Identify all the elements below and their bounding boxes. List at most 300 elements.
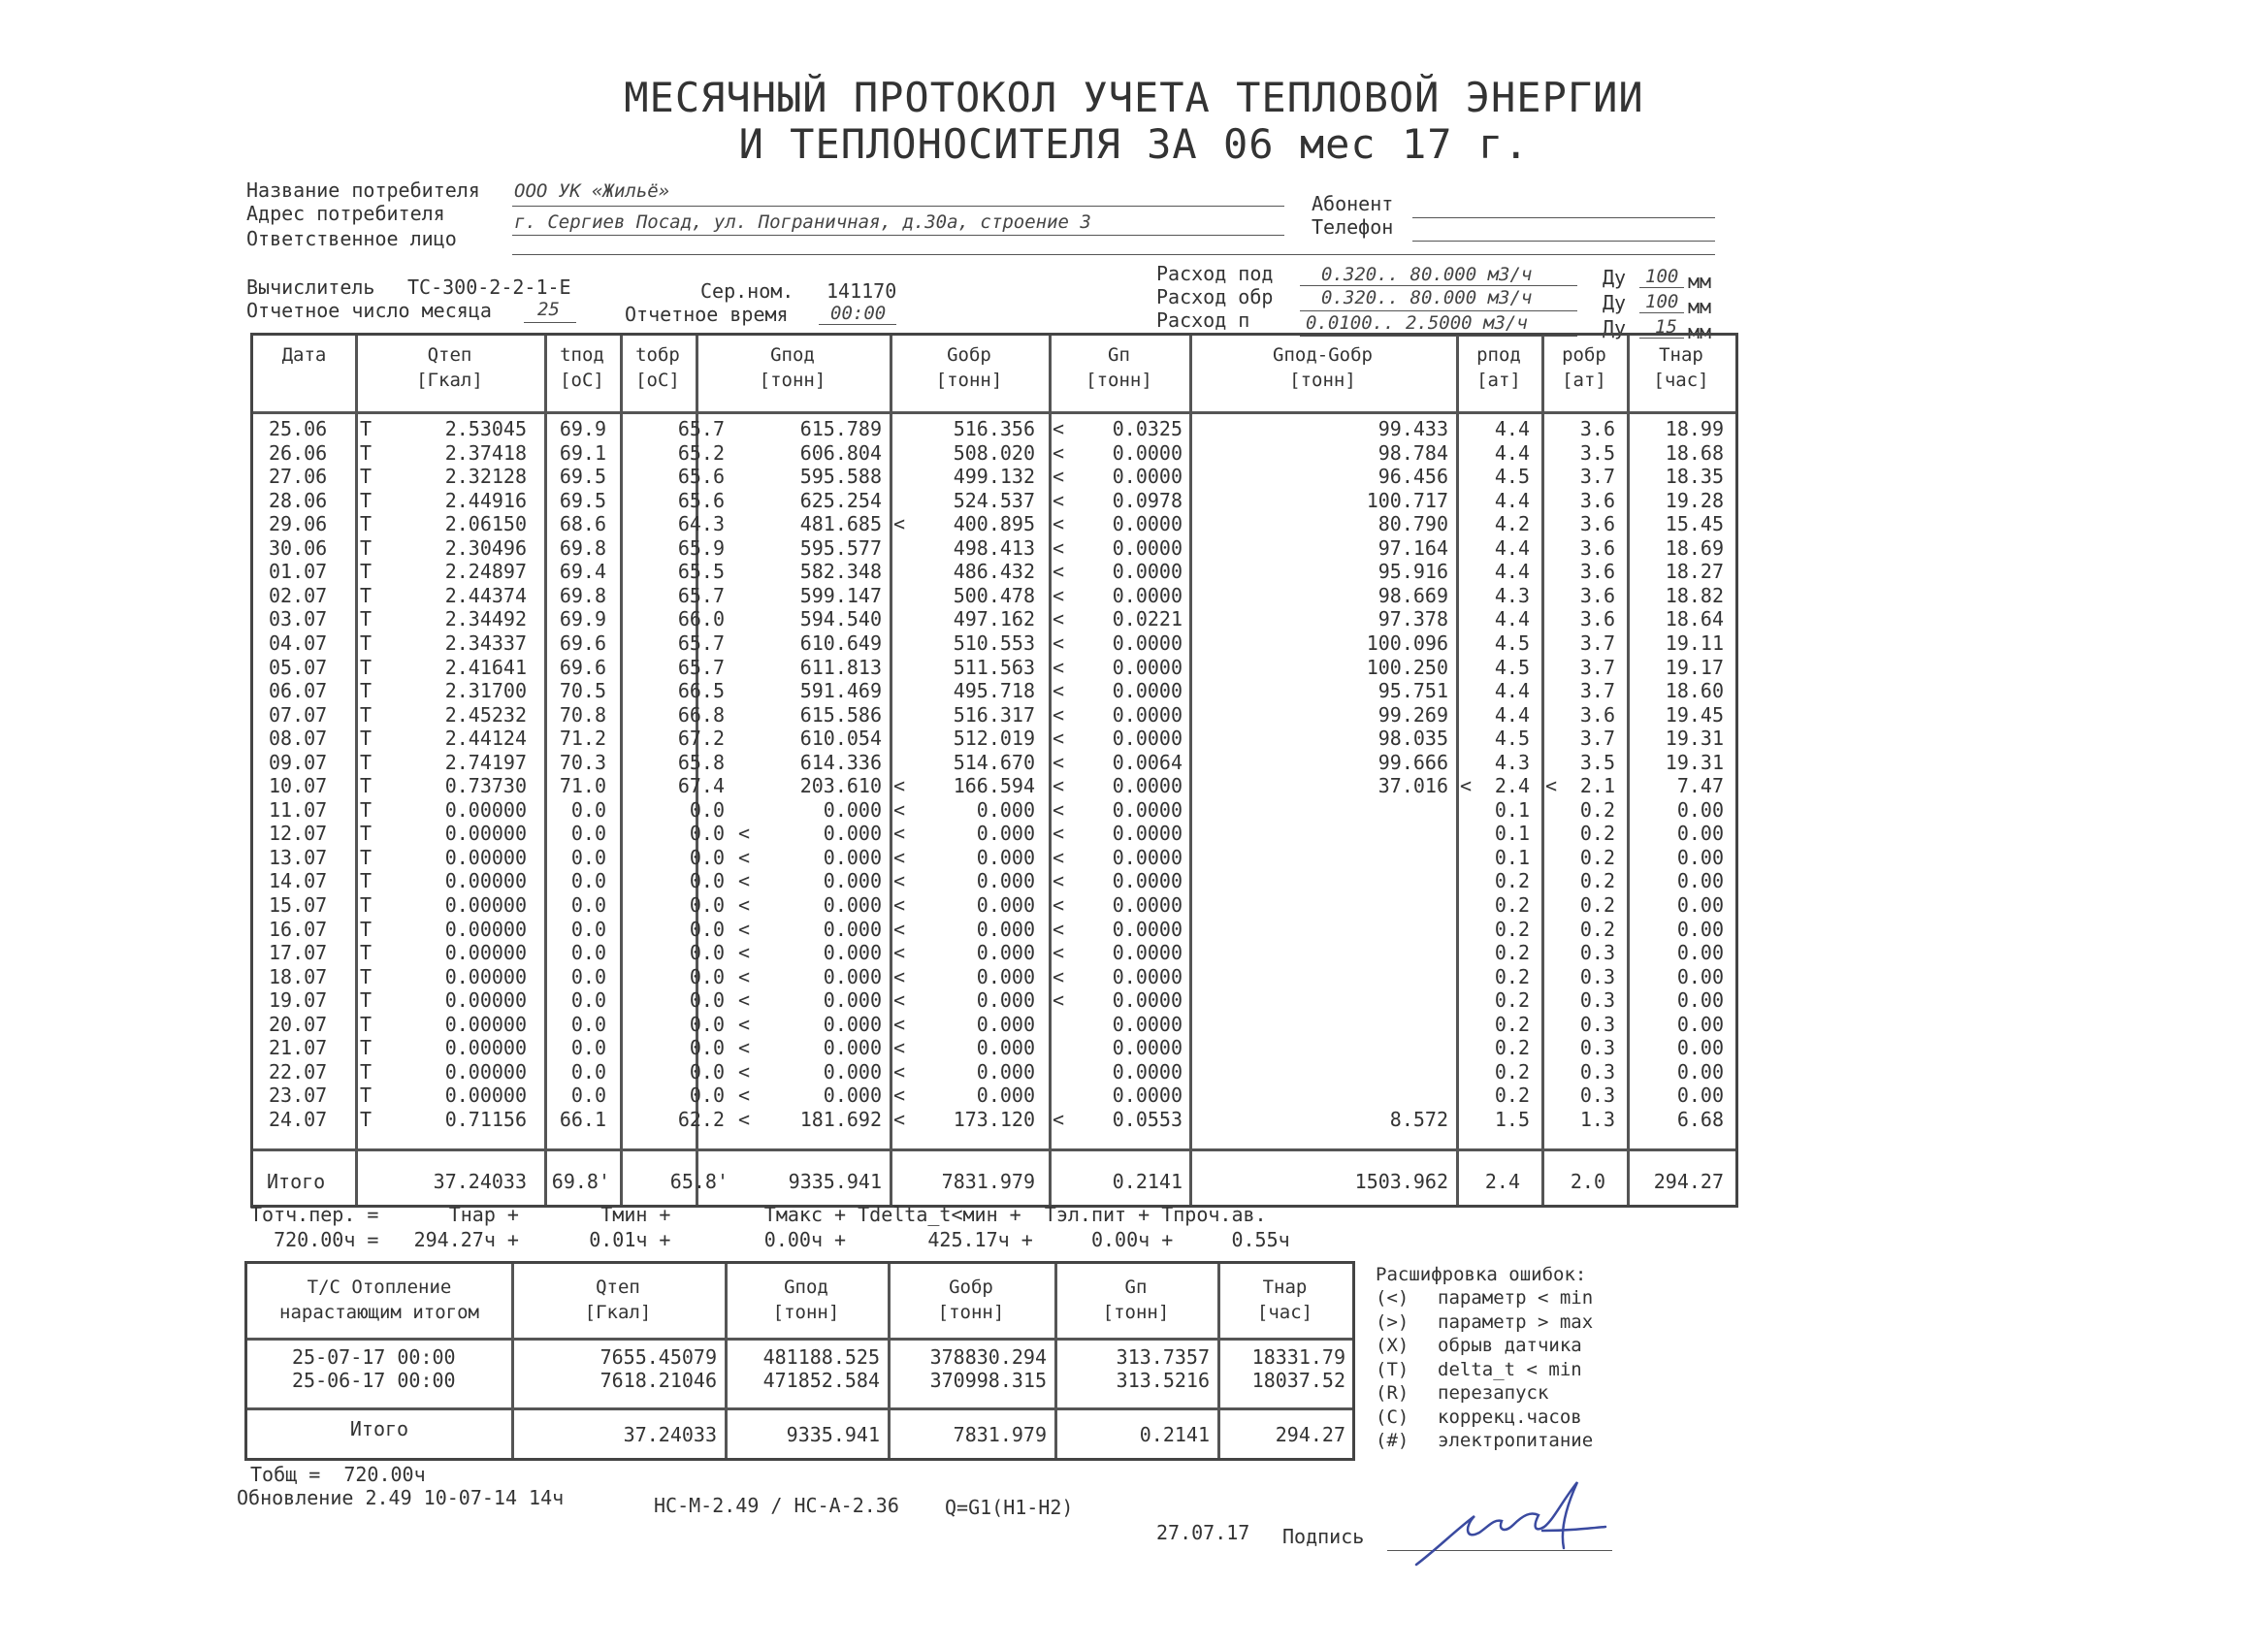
header-gn-unit: [тонн] bbox=[1085, 370, 1152, 391]
total-divider bbox=[253, 1148, 1735, 1151]
cum-header-gn-unit: [тонн] bbox=[1102, 1302, 1170, 1323]
update-info: Обновление 2.49 10-07-14 14ч bbox=[237, 1486, 565, 1509]
cell-gp-flag: < bbox=[1053, 941, 1065, 965]
cell-ppod: 0.2 bbox=[1494, 1083, 1530, 1108]
cell-tobr: 67.4 bbox=[677, 774, 725, 798]
cell-flag: T bbox=[360, 702, 373, 727]
legend-text: перезапуск bbox=[1438, 1382, 1549, 1404]
flow-supply-label: Расход под bbox=[1156, 262, 1274, 285]
cum-header-label-unit: нарастающим итогом bbox=[279, 1302, 479, 1323]
cell-qtep: 0.71156 bbox=[444, 1107, 527, 1131]
table-row bbox=[253, 988, 1735, 1012]
cell-gp-flag: < bbox=[1053, 774, 1065, 798]
cell-flag: T bbox=[360, 535, 373, 560]
cell-flag: T bbox=[360, 822, 373, 846]
cell-gobr: 173.120 bbox=[953, 1107, 1035, 1131]
cum-qtep: 7655.45079 bbox=[599, 1345, 717, 1369]
cell-gobr: 0.000 bbox=[976, 964, 1035, 988]
cell-gobr-flag: < bbox=[893, 1012, 906, 1036]
cell-tnar: 0.00 bbox=[1676, 988, 1724, 1013]
cell-gpod: 610.649 bbox=[799, 630, 882, 655]
cell-gpod-flag: < bbox=[738, 822, 751, 846]
cell-flag: T bbox=[360, 964, 373, 988]
cum-header-go: Gобр bbox=[949, 1277, 993, 1298]
cell-flag: T bbox=[360, 893, 373, 917]
cell-gpod: 606.804 bbox=[799, 440, 882, 465]
cell-diff: 98.035 bbox=[1377, 727, 1448, 751]
cell-gobr-flag: < bbox=[893, 1036, 906, 1060]
cell-date: 06.07 bbox=[269, 679, 328, 703]
calculator-label: Вычислитель bbox=[246, 275, 375, 299]
legend-text: параметр < min bbox=[1438, 1287, 1594, 1309]
cell-tobr: 66.8 bbox=[677, 702, 725, 727]
cell-ppod: 0.2 bbox=[1494, 1036, 1530, 1060]
cell-date: 30.06 bbox=[269, 535, 328, 560]
total-tpod: 69.8' bbox=[551, 1170, 610, 1193]
cell-gp: 0.0000 bbox=[1112, 702, 1183, 727]
cell-gp: 0.0000 bbox=[1112, 822, 1183, 846]
header-diff: Gпод-Gобр bbox=[1273, 344, 1373, 366]
table-row bbox=[253, 727, 1735, 750]
cell-tobr: 65.5 bbox=[677, 560, 725, 584]
total-gobr: 7831.979 bbox=[941, 1170, 1035, 1193]
cell-date: 29.06 bbox=[269, 512, 328, 536]
cell-tpod: 69.5 bbox=[559, 465, 606, 489]
header-go-unit: [тонн] bbox=[935, 370, 1003, 391]
header-po: pобр bbox=[1562, 344, 1606, 366]
consumer-underline bbox=[512, 206, 1284, 207]
cell-gp: 0.0000 bbox=[1112, 583, 1183, 607]
cell-gpod: 181.692 bbox=[799, 1107, 882, 1131]
cell-ppod: 4.4 bbox=[1494, 679, 1530, 703]
cell-gobr-flag: < bbox=[893, 797, 906, 822]
cell-gpod: 0.000 bbox=[823, 1059, 882, 1083]
cell-ppod: 4.4 bbox=[1494, 488, 1530, 512]
cell-flag: T bbox=[360, 727, 373, 751]
cell-flag: T bbox=[360, 630, 373, 655]
cell-pobr: 0.2 bbox=[1579, 845, 1615, 869]
cell-tobr: 0.0 bbox=[689, 941, 725, 965]
cell-pobr: 2.1 bbox=[1579, 774, 1615, 798]
cell-gobr: 0.000 bbox=[976, 1059, 1035, 1083]
cell-gpod: 615.789 bbox=[799, 417, 882, 440]
cell-gp-flag: < bbox=[1053, 679, 1065, 703]
report-time-label: Отчетное время bbox=[625, 303, 789, 326]
cell-gobr-flag: < bbox=[893, 1107, 906, 1131]
cell-gpod-flag: < bbox=[738, 917, 751, 941]
table-row bbox=[253, 893, 1735, 917]
cell-flag: T bbox=[360, 488, 373, 512]
cell-gpod: 614.336 bbox=[799, 750, 882, 774]
cell-gp: 0.0000 bbox=[1112, 630, 1183, 655]
cell-tnar: 0.00 bbox=[1676, 845, 1724, 869]
total-qtep: 37.24033 bbox=[433, 1170, 527, 1193]
table-row bbox=[253, 607, 1735, 630]
cell-tobr: 65.7 bbox=[677, 417, 725, 440]
cell-date: 02.07 bbox=[269, 583, 328, 607]
cell-gp-flag: < bbox=[1053, 655, 1065, 679]
cell-qtep: 0.00000 bbox=[444, 893, 527, 917]
header-divider bbox=[253, 411, 1735, 414]
cell-tnar: 15.45 bbox=[1665, 512, 1724, 536]
header-tn-unit: [час] bbox=[1653, 370, 1709, 391]
cum-header-go-unit: [тонн] bbox=[937, 1302, 1005, 1323]
table-row bbox=[253, 751, 1735, 774]
cell-flag: T bbox=[360, 1059, 373, 1083]
legend-code: (<) bbox=[1376, 1287, 1409, 1309]
cell-date: 19.07 bbox=[269, 988, 328, 1013]
error-legend-title: Расшифровка ошибок: bbox=[1376, 1264, 1587, 1285]
cell-tpod: 71.2 bbox=[559, 727, 606, 751]
cell-gobr-flag: < bbox=[893, 964, 906, 988]
header-tn: Tнар bbox=[1659, 344, 1703, 366]
cell-date: 18.07 bbox=[269, 964, 328, 988]
cell-tobr: 65.8 bbox=[677, 750, 725, 774]
table-row bbox=[253, 822, 1735, 845]
total-label: Итого bbox=[267, 1170, 326, 1193]
cell-qtep: 2.44374 bbox=[444, 583, 527, 607]
cell-gp: 0.0000 bbox=[1112, 512, 1183, 536]
total-divider bbox=[247, 1407, 1352, 1410]
cell-qtep: 2.34337 bbox=[444, 630, 527, 655]
table-row bbox=[253, 846, 1735, 869]
cell-qtep: 0.00000 bbox=[444, 797, 527, 822]
address-underline bbox=[512, 235, 1284, 236]
consumer-label: Название потребителя bbox=[246, 178, 480, 202]
cell-date: 10.07 bbox=[269, 774, 328, 798]
cell-gp: 0.0325 bbox=[1112, 417, 1183, 440]
cell-gp: 0.0221 bbox=[1112, 607, 1183, 631]
cell-date: 07.07 bbox=[269, 702, 328, 727]
cell-diff: 95.916 bbox=[1377, 560, 1448, 584]
cum-header-gp: Gпод bbox=[784, 1277, 828, 1298]
table-row bbox=[253, 512, 1735, 535]
serial-label: Сер.ном. bbox=[700, 279, 794, 303]
cell-pobr: 0.3 bbox=[1579, 1083, 1615, 1108]
cell-tpod: 0.0 bbox=[570, 1059, 606, 1083]
cell-ppod: 4.4 bbox=[1494, 702, 1530, 727]
cell-flag: T bbox=[360, 774, 373, 798]
cell-gobr: 166.594 bbox=[953, 774, 1035, 798]
cell-ppod: 2.4 bbox=[1494, 774, 1530, 798]
header-pp: pпод bbox=[1476, 344, 1521, 366]
cell-flag: T bbox=[360, 512, 373, 536]
cell-tobr: 0.0 bbox=[689, 845, 725, 869]
cell-gobr-flag: < bbox=[893, 1083, 906, 1108]
cell-gp-flag: < bbox=[1053, 869, 1065, 893]
header-diff-unit: [тонн] bbox=[1289, 370, 1356, 391]
cell-pobr: 3.5 bbox=[1579, 750, 1615, 774]
cell-gp-flag: < bbox=[1053, 488, 1065, 512]
cell-gp: 0.0000 bbox=[1112, 964, 1183, 988]
cell-tobr: 0.0 bbox=[689, 893, 725, 917]
legend-text: delta_t < min bbox=[1438, 1358, 1582, 1380]
cell-qtep: 2.37418 bbox=[444, 440, 527, 465]
flow-return-label: Расход обр bbox=[1156, 285, 1274, 308]
cell-date: 26.06 bbox=[269, 440, 328, 465]
cell-pobr: 3.7 bbox=[1579, 465, 1615, 489]
cell-tpod: 70.5 bbox=[559, 679, 606, 703]
cell-tobr: 66.0 bbox=[677, 607, 725, 631]
cell-qtep: 2.24897 bbox=[444, 560, 527, 584]
cell-tobr: 0.0 bbox=[689, 1012, 725, 1036]
cell-diff: 100.250 bbox=[1366, 655, 1448, 679]
report-time-value: 00:00 bbox=[830, 303, 887, 324]
cell-gpod: 0.000 bbox=[823, 964, 882, 988]
legend-text: обрыв датчика bbox=[1438, 1335, 1582, 1356]
cell-tobr: 65.7 bbox=[677, 655, 725, 679]
cell-pobr: 0.2 bbox=[1579, 869, 1615, 893]
cell-flag: T bbox=[360, 750, 373, 774]
cell-gpod: 0.000 bbox=[823, 917, 882, 941]
cell-tpod: 0.0 bbox=[570, 797, 606, 822]
cell-diff: 37.016 bbox=[1377, 774, 1448, 798]
cum-row bbox=[247, 1345, 1352, 1369]
cell-date: 14.07 bbox=[269, 869, 328, 893]
cell-diff: 98.669 bbox=[1377, 583, 1448, 607]
cell-qtep: 0.00000 bbox=[444, 917, 527, 941]
cell-tobr: 0.0 bbox=[689, 1036, 725, 1060]
cum-tnar: 18331.79 bbox=[1251, 1345, 1345, 1369]
cell-tpod: 0.0 bbox=[570, 1083, 606, 1108]
legend-text: коррекц.часов bbox=[1438, 1406, 1582, 1428]
cell-pobr: 3.6 bbox=[1579, 417, 1615, 440]
cell-tnar: 0.00 bbox=[1676, 917, 1724, 941]
cell-tnar: 0.00 bbox=[1676, 822, 1724, 846]
formula: Q=G1(H1-H2) bbox=[945, 1496, 1074, 1519]
cell-tnar: 18.35 bbox=[1665, 465, 1724, 489]
cell-ppod: 4.5 bbox=[1494, 727, 1530, 751]
cell-tnar: 0.00 bbox=[1676, 797, 1724, 822]
cell-gobr: 500.478 bbox=[953, 583, 1035, 607]
version-info: НС-М-2.49 / НС-А-2.36 bbox=[654, 1494, 899, 1517]
cell-gp: 0.0000 bbox=[1112, 1036, 1183, 1060]
cell-gp: 0.0000 bbox=[1112, 893, 1183, 917]
phone-underline bbox=[1412, 241, 1715, 242]
cell-gp: 0.0000 bbox=[1112, 1012, 1183, 1036]
cell-gp: 0.0000 bbox=[1112, 679, 1183, 703]
cell-flag: T bbox=[360, 917, 373, 941]
cell-tpod: 0.0 bbox=[570, 1036, 606, 1060]
cell-flag: T bbox=[360, 465, 373, 489]
cell-pobr: 0.2 bbox=[1579, 893, 1615, 917]
table-row bbox=[253, 536, 1735, 560]
cell-qtep: 2.74197 bbox=[444, 750, 527, 774]
table-row bbox=[253, 703, 1735, 727]
cell-tnar: 19.17 bbox=[1665, 655, 1724, 679]
cell-diff: 97.164 bbox=[1377, 535, 1448, 560]
document-title-line2: И ТЕПЛОНОСИТЕЛЯ ЗА 06 мес 17 г. bbox=[738, 120, 1530, 168]
cell-tobr: 0.0 bbox=[689, 1083, 725, 1108]
du-supply-label: Ду bbox=[1603, 266, 1627, 289]
cell-gobr: 510.553 bbox=[953, 630, 1035, 655]
cell-tpod: 0.0 bbox=[570, 964, 606, 988]
legend-code: (T) bbox=[1376, 1358, 1409, 1380]
cell-ppod: 0.2 bbox=[1494, 1059, 1530, 1083]
du-return-underline bbox=[1639, 312, 1684, 313]
cell-tnar: 0.00 bbox=[1676, 1083, 1724, 1108]
cell-gpod: 591.469 bbox=[799, 679, 882, 703]
cell-diff: 8.572 bbox=[1389, 1107, 1448, 1131]
cell-flag: T bbox=[360, 1083, 373, 1108]
cell-gpod: 594.540 bbox=[799, 607, 882, 631]
cum-header-gp-unit: [тонн] bbox=[772, 1302, 840, 1323]
cell-ppod: 4.4 bbox=[1494, 440, 1530, 465]
cell-date: 16.07 bbox=[269, 917, 328, 941]
cell-qtep: 2.44916 bbox=[444, 488, 527, 512]
cell-date: 22.07 bbox=[269, 1059, 328, 1083]
cell-ppod: 0.2 bbox=[1494, 869, 1530, 893]
cell-diff: 97.378 bbox=[1377, 607, 1448, 631]
cell-tpod: 70.8 bbox=[559, 702, 606, 727]
cell-pobr: 3.6 bbox=[1579, 560, 1615, 584]
cell-gp: 0.0000 bbox=[1112, 535, 1183, 560]
cell-ppod: 0.1 bbox=[1494, 822, 1530, 846]
handwritten-signature bbox=[1397, 1472, 1620, 1579]
cum-header-q-unit: [Гкал] bbox=[584, 1302, 652, 1323]
header-po-unit: [ат] bbox=[1562, 370, 1606, 391]
cell-qtep: 2.06150 bbox=[444, 512, 527, 536]
cum-total-gpod: 9335.941 bbox=[786, 1423, 880, 1446]
cell-date: 11.07 bbox=[269, 797, 328, 822]
cum-total-gp: 0.2141 bbox=[1139, 1423, 1210, 1446]
legend-code: (C) bbox=[1376, 1406, 1409, 1428]
cell-tnar: 19.11 bbox=[1665, 630, 1724, 655]
cell-tpod: 0.0 bbox=[570, 893, 606, 917]
cell-gp: 0.0000 bbox=[1112, 560, 1183, 584]
cell-tnar: 18.60 bbox=[1665, 679, 1724, 703]
cell-tpod: 69.9 bbox=[559, 417, 606, 440]
cell-tobr: 0.0 bbox=[689, 1059, 725, 1083]
legend-code: (R) bbox=[1376, 1382, 1409, 1404]
cell-gobr: 0.000 bbox=[976, 917, 1035, 941]
cell-ppod: 4.4 bbox=[1494, 417, 1530, 440]
cell-pobr-flag: < bbox=[1545, 774, 1558, 798]
total-pobr: 2.0 bbox=[1570, 1170, 1605, 1193]
cell-tpod: 0.0 bbox=[570, 845, 606, 869]
cell-date: 08.07 bbox=[269, 727, 328, 751]
cell-gobr: 508.020 bbox=[953, 440, 1035, 465]
cell-gp-flag: < bbox=[1053, 465, 1065, 489]
cell-flag: T bbox=[360, 1107, 373, 1131]
cell-tobr: 65.7 bbox=[677, 630, 725, 655]
report-time-underline bbox=[819, 324, 896, 325]
cell-qtep: 0.00000 bbox=[444, 941, 527, 965]
cell-date: 01.07 bbox=[269, 560, 328, 584]
total-gp: 0.2141 bbox=[1112, 1170, 1183, 1193]
cell-ppod: 4.3 bbox=[1494, 750, 1530, 774]
table-row bbox=[253, 489, 1735, 512]
cell-flag: T bbox=[360, 1036, 373, 1060]
cell-date: 13.07 bbox=[269, 845, 328, 869]
cell-tnar: 19.45 bbox=[1665, 702, 1724, 727]
cell-gp: 0.0000 bbox=[1112, 988, 1183, 1013]
cum-header-tn-unit: [час] bbox=[1256, 1302, 1313, 1323]
total-ppod: 2.4 bbox=[1484, 1170, 1520, 1193]
cell-gp-flag: < bbox=[1053, 417, 1065, 440]
print-date: 27.07.17 bbox=[1156, 1521, 1250, 1544]
cell-qtep: 2.53045 bbox=[444, 417, 527, 440]
cell-pobr: 3.7 bbox=[1579, 727, 1615, 751]
cell-gobr: 0.000 bbox=[976, 1012, 1035, 1036]
cell-gpod-flag: < bbox=[738, 1012, 751, 1036]
flow-supply-underline bbox=[1300, 285, 1577, 286]
table-row bbox=[253, 869, 1735, 892]
cell-tpod: 66.1 bbox=[559, 1107, 606, 1131]
total-row bbox=[253, 1170, 1735, 1195]
cell-gobr: 0.000 bbox=[976, 822, 1035, 846]
consumer-value: ООО УК «Жильё» bbox=[514, 180, 670, 202]
cell-pobr: 3.6 bbox=[1579, 512, 1615, 536]
total-time: Tобщ = 720.00ч bbox=[250, 1463, 426, 1486]
table-row bbox=[253, 679, 1735, 702]
cell-gp: 0.0064 bbox=[1112, 750, 1183, 774]
cell-gpod: 0.000 bbox=[823, 797, 882, 822]
cell-tobr: 66.5 bbox=[677, 679, 725, 703]
cell-flag: T bbox=[360, 988, 373, 1013]
header-to-unit: [oC] bbox=[635, 370, 680, 391]
cell-qtep: 0.00000 bbox=[444, 964, 527, 988]
cell-ppod: 4.5 bbox=[1494, 655, 1530, 679]
cell-ppod: 4.5 bbox=[1494, 630, 1530, 655]
cell-gobr: 0.000 bbox=[976, 869, 1035, 893]
cell-ppod: 0.2 bbox=[1494, 893, 1530, 917]
cell-gpod: 481.685 bbox=[799, 512, 882, 536]
cell-qtep: 2.31700 bbox=[444, 679, 527, 703]
cell-flag: T bbox=[360, 1012, 373, 1036]
cell-gobr: 0.000 bbox=[976, 988, 1035, 1013]
cell-gp-flag: < bbox=[1053, 1107, 1065, 1131]
cell-tpod: 70.3 bbox=[559, 750, 606, 774]
total-tnar: 294.27 bbox=[1653, 1170, 1724, 1193]
table-row bbox=[253, 941, 1735, 964]
cell-qtep: 2.32128 bbox=[444, 465, 527, 489]
cell-flag: T bbox=[360, 869, 373, 893]
cell-gpod-flag: < bbox=[738, 893, 751, 917]
cell-diff: 98.784 bbox=[1377, 440, 1448, 465]
cell-gobr-flag: < bbox=[893, 845, 906, 869]
cell-ppod: 0.1 bbox=[1494, 797, 1530, 822]
cum-qtep: 7618.21046 bbox=[599, 1369, 717, 1392]
cell-ppod: 0.2 bbox=[1494, 917, 1530, 941]
cum-total-gobr: 7831.979 bbox=[953, 1423, 1047, 1446]
cell-gp-flag: < bbox=[1053, 797, 1065, 822]
serial-value: 141170 bbox=[826, 279, 897, 303]
address-value: г. Сергиев Посад, ул. Пограничная, д.30а, строение 3 bbox=[514, 211, 1091, 233]
legend-text: электропитание bbox=[1438, 1430, 1594, 1451]
cell-gobr: 516.356 bbox=[953, 417, 1035, 440]
cell-gobr-flag: < bbox=[893, 869, 906, 893]
header-to: tобр bbox=[635, 344, 680, 366]
cell-date: 21.07 bbox=[269, 1036, 328, 1060]
cell-diff: 99.433 bbox=[1377, 417, 1448, 440]
cell-date: 27.06 bbox=[269, 465, 328, 489]
table-row bbox=[253, 631, 1735, 655]
cell-tobr: 0.0 bbox=[689, 797, 725, 822]
cum-gpod: 481188.525 bbox=[762, 1345, 880, 1369]
cell-qtep: 0.00000 bbox=[444, 822, 527, 846]
table-row bbox=[253, 774, 1735, 797]
cell-gpod: 0.000 bbox=[823, 893, 882, 917]
cell-diff: 80.790 bbox=[1377, 512, 1448, 536]
cell-gpod-flag: < bbox=[738, 869, 751, 893]
cell-pobr: 3.7 bbox=[1579, 679, 1615, 703]
cell-pobr: 3.7 bbox=[1579, 655, 1615, 679]
header-date: Дата bbox=[281, 344, 327, 366]
cell-gpod: 595.577 bbox=[799, 535, 882, 560]
cell-pobr: 3.5 bbox=[1579, 440, 1615, 465]
cell-pobr: 3.6 bbox=[1579, 607, 1615, 631]
